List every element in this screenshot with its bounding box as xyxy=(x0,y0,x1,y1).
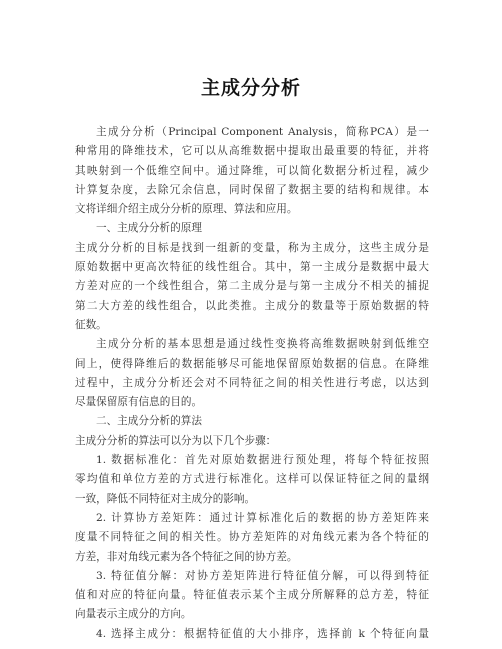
paragraph-line: 一致，降低不同特征对主成分的影响。 xyxy=(75,492,256,505)
paragraph-line: 主成分分析的目标是找到一组新的变量，称为主成分，这些主成分是 xyxy=(75,241,429,254)
section-heading: 二、主成分分析的算法 xyxy=(96,415,202,428)
paragraph-line: 其映射到一个低维空间中。通过降维，可以简化数据分析过程，减少 xyxy=(75,164,429,177)
paragraph-line: 2. 计算协方差矩阵：通过计算标准化后的数据的协方差矩阵来 xyxy=(96,511,429,524)
paragraph-line: 值和对应的特征向量。特征值表示某个主成分所解释的总方差，特征 xyxy=(75,589,429,602)
paragraph-line: 第二大方差的线性组合，以此类推。主成分的数量等于原始数据的特 xyxy=(75,299,429,312)
paragraph-line: 间上，使得降维后的数据能够尽可能地保留原始数据的信息。在降维 xyxy=(75,357,429,370)
paragraph-line: 方差对应的一个线性组合，第二主成分是与第一主成分不相关的捕捉 xyxy=(75,280,429,293)
paragraph-line: 方差，非对角线元素为各个特征之间的协方差。 xyxy=(75,550,298,563)
paragraph-line: 原始数据中更高次特征的线性组合。其中，第一主成分是数据中最大 xyxy=(75,261,429,274)
paragraph-line: 尽量保留原有信息的目的。 xyxy=(75,396,203,409)
paragraph-line: 1. 数据标准化：首先对原始数据进行预处理，将每个特征按照 xyxy=(96,454,429,467)
paragraph-line: 文将详细介绍主成分分析的原理、算法和应用。 xyxy=(75,203,298,216)
paragraph-line: 3. 特征值分解：对协方差矩阵进行特征值分解，可以得到特征 xyxy=(96,569,429,582)
paragraph-line: 种常用的降维技术，它可以从高维数据中提取出最重要的特征，并将 xyxy=(75,145,429,158)
paragraph-line: 4. 选择主成分：根据特征值的大小排序，选择前 k 个特征向量 xyxy=(96,627,429,640)
paragraph-line: 度量不同特征之间的相关性。协方差矩阵的对角线元素为各个特征的 xyxy=(75,531,429,544)
paragraph-line: 征数。 xyxy=(75,318,107,331)
paragraph-line: 零均值和单位方差的方式进行标准化。这样可以保证特征之间的量纲 xyxy=(75,473,429,486)
document-body xyxy=(75,123,429,644)
paragraph-line: 计算复杂度，去除冗余信息，同时保留了数据主要的结构和规律。本 xyxy=(75,183,429,196)
document-title: 主成分分析 xyxy=(200,77,301,99)
paragraph-line: 向量表示主成分的方向。 xyxy=(75,608,192,621)
paragraph-line: 主成分分析的基本思想是通过线性变换将高维数据映射到低维空 xyxy=(96,338,429,351)
paragraph-line: 主成分分析的算法可以分为以下几个步骤： xyxy=(75,434,277,447)
paragraph-line: 主成分分析（Principal Component Analysis，简称PCA）是一 xyxy=(96,126,429,138)
paragraph-line: 过程中，主成分分析还会对不同特征之间的相关性进行考虑，以达到 xyxy=(75,376,429,389)
section-heading: 一、主成分分析的原理 xyxy=(96,222,202,235)
